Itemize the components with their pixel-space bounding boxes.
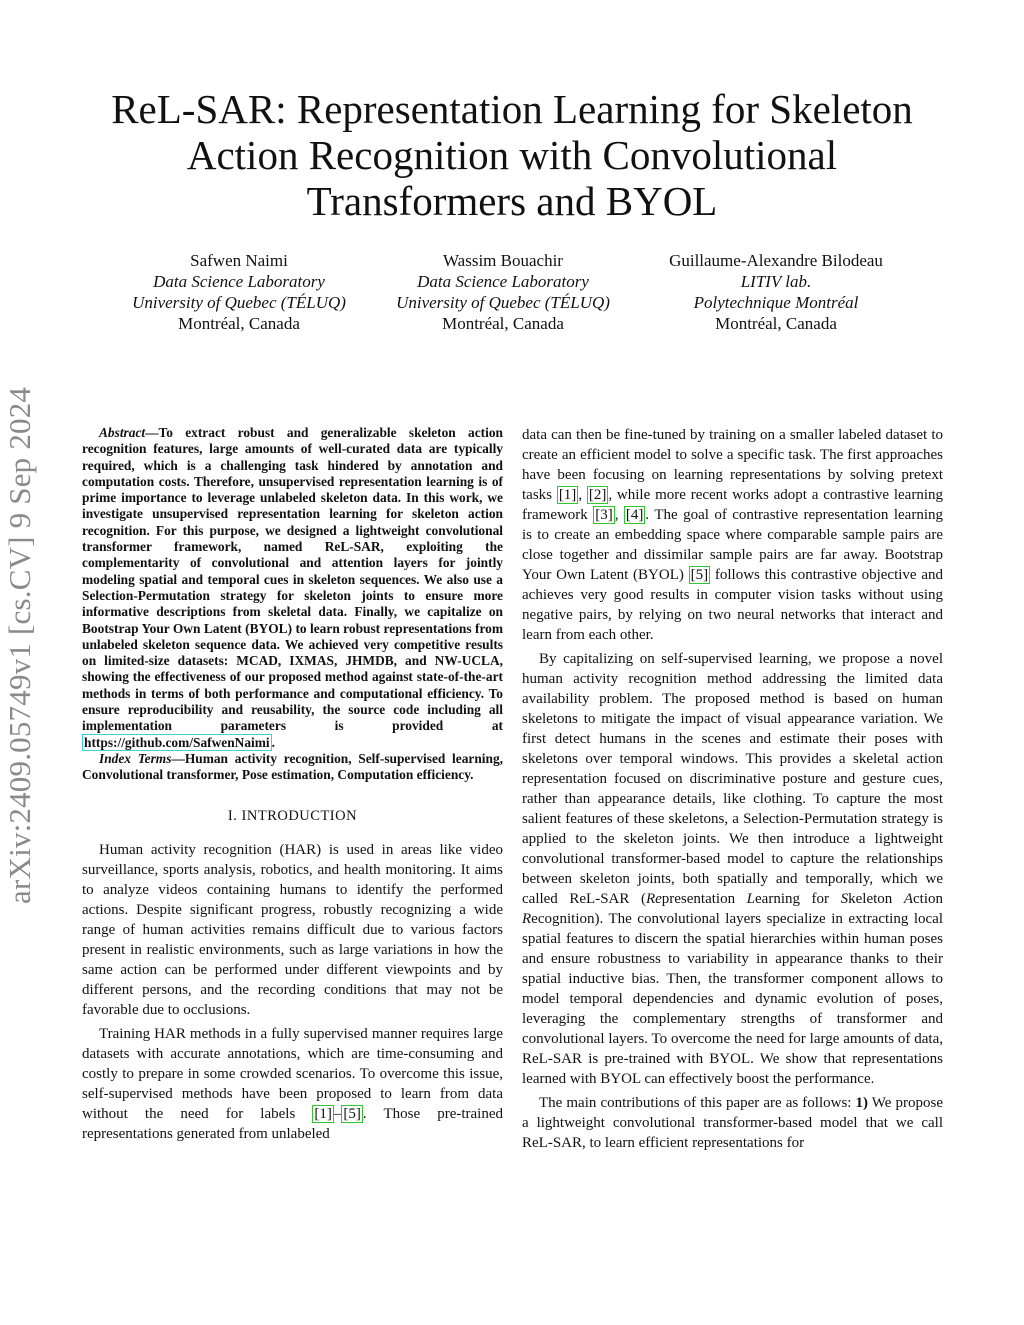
dash-text: – bbox=[333, 1105, 342, 1122]
paragraph-text: ). The convolutional layers specialize in extracting local spatial features to discern the spatial hierarchies within human poses and ensure robustness to variability in appearance thanks to their spatial inductive bias. Then, the transformer component allows to model temporal dependencies and dynamic evolution of poses, leveraging the complementary strengths of transformer and convolutional layers. To overcome the need for large amounts of data, ReL-SAR is pre-trained with BYOL. We show that representations learned with BYOL can effectively boost the performance. bbox=[522, 911, 943, 1087]
paragraph: Human activity recognition (HAR) is used in areas like video surveillance, sports analysis, robotics, and health monitoring. It aims to analyze videos containing humans to identify the performed actions. Despite significant progress, robustly recognizing a wide range of human activities remains difficult due to various factors present in realistic environments, such as large variations in how the same action can be performed under different viewpoints and by different persons, and the recording conditions that may not be favorable due to occlusions. bbox=[82, 841, 503, 1018]
citation-link[interactable]: [4] bbox=[625, 507, 644, 523]
author-block bbox=[109, 250, 369, 334]
title-line: Action Recognition with Convolutional bbox=[186, 132, 838, 178]
contribution-number: 1) bbox=[855, 1095, 869, 1111]
paragraph-text: By capitalizing on self-supervised learning, we propose a novel human activity recognition method addressing the limited data availability problem. The proposed method is based on human skeletons to mitigate the impact of visual appearance variation. We first detect humans in the scenes and estimate their poses with skeletons over temporal windows. This provides a skeletal action representation focused on discriminative posture and gesture cues, rather than appearance details, like clothing. To capture the most salient features of these skeletons, a Selection-Permutation strategy is applied to the skeleton joints. We then introduce a lightweight convolutional transformer-based model to capture the relationships between skeleton joints, both spatially and temporally, which we called ReL-SAR ( bbox=[522, 651, 943, 907]
index-terms-label: Index Terms bbox=[99, 750, 172, 766]
paragraph-text: keleton bbox=[848, 891, 904, 907]
author-name: Wassim Bouachir bbox=[443, 251, 563, 270]
right-column bbox=[522, 425, 943, 1157]
acronym-letter: Re bbox=[645, 891, 662, 907]
author-affiliation: University of Quebec (TÉLUQ) bbox=[396, 293, 610, 312]
paragraph-text: ction bbox=[913, 891, 944, 907]
author-affiliation: Data Science Laboratory bbox=[417, 272, 589, 291]
paragraph-text: data can then be fine-tuned by training on a smaller labeled dataset to create an efficient model to solve a specific task. The first approaches have been focusing on learning representations by solving pretext tasks bbox=[522, 427, 943, 503]
section-title-rest: NTRODUCTION bbox=[246, 807, 358, 824]
arxiv-identifier: arXiv:2409.05749v1 [cs.CV] 9 Sep 2024 bbox=[2, 386, 37, 904]
paragraph-text: follows this contrastive objective and achieves very good results in computer vision tasks without using negative pairs, by relying on two neural networks that interact and learn from each other. bbox=[522, 567, 943, 643]
index-terms-text: —Human activity recognition, Self-supervised learning, Convolutional transformer, Pose estimation, Computation efficiency. bbox=[82, 750, 503, 783]
paragraph-text: earning for bbox=[755, 891, 841, 907]
paragraph-text: Training HAR methods in a fully supervised manner requires large datasets with accurate annotations, which are time-consuming and costly to prepare in some crowded scenarios. To overcome this issue, self-supervised methods have been proposed to learn from data without the need for labels bbox=[82, 1025, 503, 1122]
author-affiliation: LITIV lab. bbox=[740, 272, 812, 291]
paragraph-text: . The goal of contrastive representation learning is to create an embedding space where comparable sample pairs are close together and dissimilar sample pairs are far away. Bootstrap Your Own Latent (BYOL) bbox=[522, 507, 943, 583]
acronym-letter: L bbox=[746, 891, 756, 907]
section-heading-introduction bbox=[82, 806, 503, 826]
paragraph bbox=[522, 425, 943, 645]
title-line: ReL-SAR: Representation Learning for Skeleton bbox=[111, 86, 913, 132]
paragraph-text: We propose a lightweight convolutional transformer-based model that we call ReL-SAR, to learn efficient representations for bbox=[522, 1095, 943, 1151]
section-first-letter: I bbox=[241, 807, 247, 824]
paragraph-text: ecognition bbox=[531, 911, 595, 927]
paragraph bbox=[522, 1093, 943, 1153]
abstract-text: —To extract robust and generalizable skeleton action recognition features, large amounts of well-curated data are typically required, which is a challenging task hindered by annotation and computation costs. Therefore, unsupervised representation learning is of prime importance to leverage unlabeled skeleton data. In this work, we investigate unsupervised representation learning for skeleton action recognition. For this purpose, we designed a lightweight convolutional transformer framework, named ReL-SAR, exploiting the complementarity of convolutional and attention layers for jointly modeling spatial and temporal cues in skeleton sequences. We also use a Selection-Permutation strategy for skeleton joints to ensure more informative descriptions from skeletal data. Finally, we capitalize on Bootstrap Your Own Latent (BYOL) to learn robust representations from unlabeled skeleton sequence data. We achieved very competitive results on limited-size datasets: MCAD, IXMAS, JHMDB, and NW-UCLA, showing the effectiveness of our proposed method against state-of-the-art methods in terms of both performance and computational efficiency. To ensure reproducibility and reusability, the source code including all implementation parameters is provided at bbox=[82, 425, 503, 734]
paragraph-text: presentation bbox=[661, 891, 747, 907]
acronym-letter: R bbox=[522, 911, 532, 927]
paragraph-text: The main contributions of this paper are as follows: bbox=[539, 1095, 856, 1111]
paragraph bbox=[82, 1024, 503, 1144]
paragraph-text: , while more recent works adopt a contrastive learning framework bbox=[522, 487, 943, 523]
index-terms bbox=[82, 751, 503, 784]
title-line: Transformers and BYOL bbox=[306, 178, 718, 224]
source-code-link[interactable]: https://github.com/SafwenNaimi bbox=[84, 734, 270, 750]
paragraph-text: , bbox=[614, 507, 624, 523]
author-block bbox=[646, 250, 906, 334]
author-affiliation: University of Quebec (TÉLUQ) bbox=[132, 293, 346, 312]
acronym-letter: S bbox=[840, 891, 849, 907]
author-block bbox=[373, 250, 633, 334]
citation-link[interactable]: [2] bbox=[588, 487, 607, 503]
author-name: Safwen Naimi bbox=[190, 251, 288, 270]
abstract-end: . bbox=[271, 734, 275, 750]
abstract-label: Abstract bbox=[99, 425, 146, 440]
citation-link[interactable]: [5] bbox=[690, 567, 709, 583]
author-affiliation: Polytechnique Montréal bbox=[693, 293, 859, 312]
paragraph bbox=[522, 649, 943, 1089]
paragraph-text: . Those pre-trained representations generated from unlabeled bbox=[82, 1105, 503, 1142]
left-column bbox=[82, 425, 503, 1148]
section-number: I. bbox=[227, 807, 238, 824]
abstract bbox=[82, 425, 503, 751]
paper-title bbox=[100, 86, 924, 224]
citation-link[interactable]: [1] bbox=[558, 487, 577, 503]
author-location: Montréal, Canada bbox=[715, 314, 837, 333]
paragraph-text: , bbox=[578, 487, 587, 503]
acronym-letter: A bbox=[903, 891, 914, 907]
citation-link[interactable]: [1] bbox=[314, 1105, 332, 1122]
citation-link[interactable]: [5] bbox=[343, 1105, 361, 1122]
author-name: Guillaume-Alexandre Bilodeau bbox=[669, 251, 883, 270]
author-affiliation: Data Science Laboratory bbox=[153, 272, 325, 291]
author-location: Montréal, Canada bbox=[178, 314, 300, 333]
citation-link[interactable]: [3] bbox=[595, 507, 613, 523]
author-location: Montréal, Canada bbox=[442, 314, 564, 333]
